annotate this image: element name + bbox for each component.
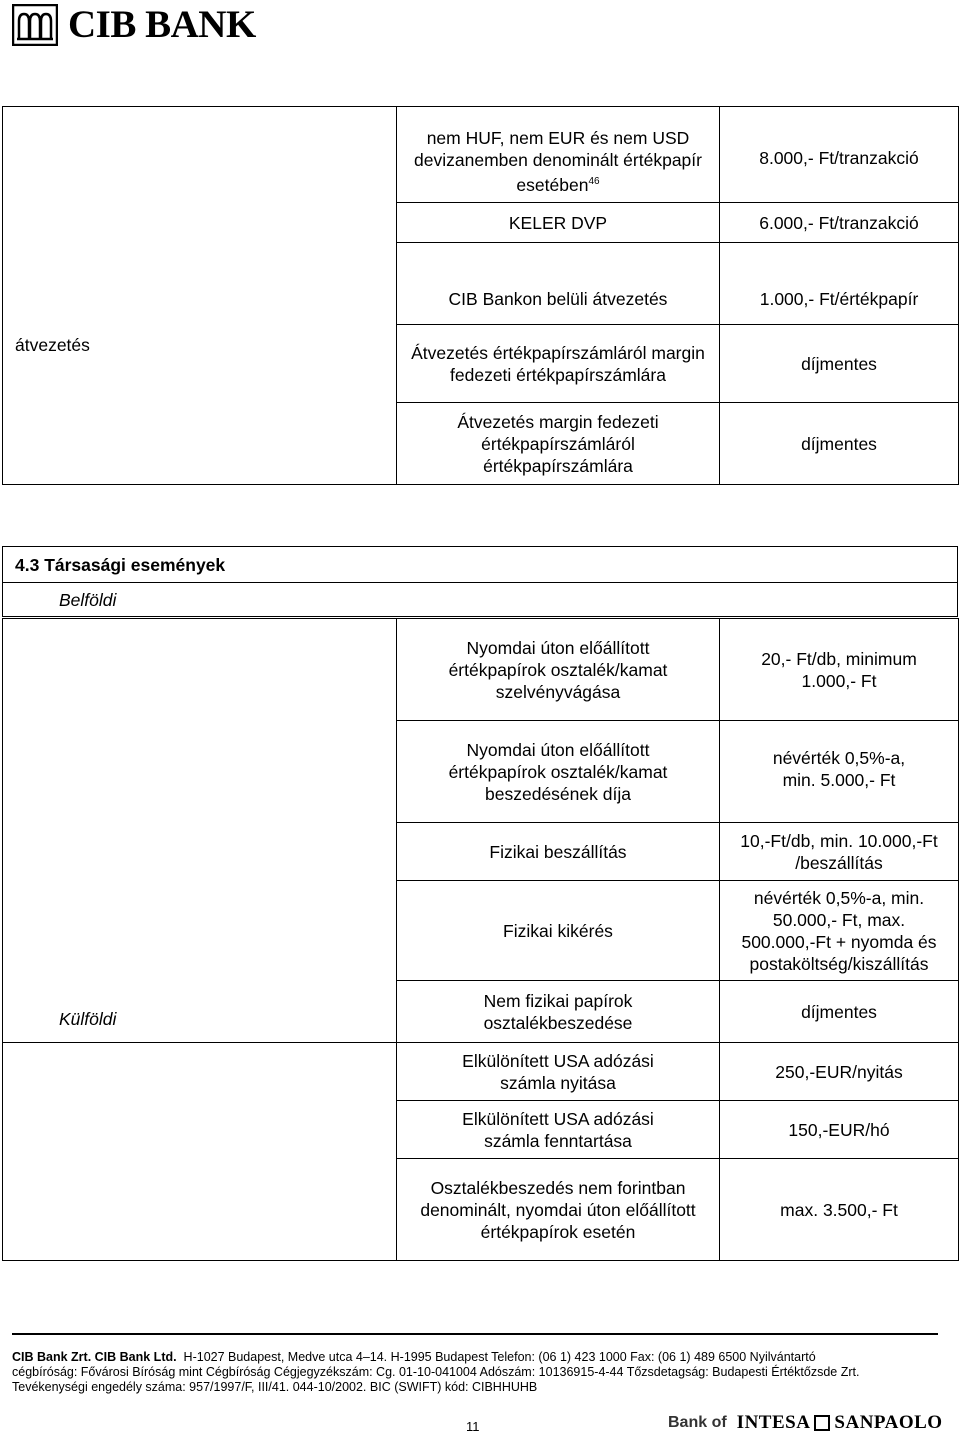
fee-description: Átvezetés értékpapírszámláról margin fedezeti értékpapírszámlára <box>397 325 720 403</box>
fee-amount: 10,-Ft/db, min. 10.000,-Ft /beszállítás <box>720 823 959 881</box>
partner-intesa: INTESA <box>736 1412 811 1433</box>
fee-description: CIB Bankon belüli átvezetés <box>397 243 720 325</box>
fee-description: Átvezetés margin fedezeti értékpapírszámláról értékpapírszámlára <box>397 403 720 485</box>
fee-amount: 20,- Ft/db, minimum 1.000,- Ft <box>720 619 959 721</box>
fee-amount: 150,-EUR/hó <box>720 1101 959 1159</box>
logo-text: CIB BANK <box>68 3 256 46</box>
footer-divider <box>12 1333 938 1335</box>
section-title-row <box>3 547 958 583</box>
section-header-table <box>2 546 958 617</box>
footer-line-1 <box>12 1349 816 1365</box>
footer-line-2: cégbíróság: Fővárosi Bíróság mint Cégbíróság Cégjegyzékszám: Cg. 01-10-041004 Adószám: 10136915-4-44 Tőzsdetagság: Budapesti Értéktőzsde Zrt. <box>12 1365 860 1379</box>
domestic-label: Belföldi <box>3 583 958 617</box>
fee-description: Fizikai kikérés <box>397 881 720 981</box>
section-title: 4.3 Társasági események <box>3 547 958 583</box>
table-row <box>3 1043 959 1101</box>
partner-square-icon <box>814 1415 830 1431</box>
table-row <box>3 107 959 203</box>
fee-amount: 6.000,- Ft/tranzakció <box>720 203 959 243</box>
foreign-label: Külföldi <box>3 619 397 1043</box>
partner-sanpaolo: SANPAOLO <box>834 1412 943 1433</box>
fee-amount: díjmentes <box>720 325 959 403</box>
fee-description: Elkülönített USA adózási számla nyitása <box>397 1043 720 1101</box>
partner-prefix: Bank of <box>668 1414 727 1431</box>
table-row <box>3 619 959 721</box>
fee-amount: max. 3.500,- Ft <box>720 1159 959 1261</box>
cib-bank-logo <box>12 4 256 46</box>
foreign-empty-cell <box>3 1043 397 1261</box>
fee-amount: 1.000,- Ft/értékpapír <box>720 243 959 325</box>
fee-amount: névérték 0,5%-a, min. 50.000,- Ft, max. 500.000,-Ft + nyomda és postaköltség/kiszállítás <box>720 881 959 981</box>
transfer-label: átvezetés <box>3 107 397 485</box>
footer-line-3: Tevékenységi engedély száma: 957/1997/F, III/41. 044-10/2002. BIC (SWIFT) kód: CIBHHUHB <box>12 1380 538 1394</box>
fee-description: Nem fizikai papírok osztalékbeszedése <box>397 981 720 1043</box>
transfer-fee-table <box>2 106 959 485</box>
fee-description: nem HUF, nem EUR és nem USD devizanemben denominált értékpapír esetében$^{46}$ <box>397 107 720 203</box>
fee-amount: 250,-EUR/nyitás <box>720 1043 959 1101</box>
intesa-sanpaolo-logo <box>668 1411 943 1435</box>
fee-amount: névérték 0,5%-a, min. 5.000,- Ft <box>720 721 959 823</box>
domestic-row <box>3 583 958 617</box>
fee-amount: 8.000,- Ft/tranzakció <box>720 107 959 203</box>
fee-description: KELER DVP <box>397 203 720 243</box>
fee-amount: díjmentes <box>720 981 959 1043</box>
footer-address: H-1027 Budapest, Medve utca 4–14. H-1995 Budapest Telefon: (06 1) 423 1000 Fax: (06 1) 489 6500 Nyilvántartó <box>183 1350 816 1364</box>
fee-amount: díjmentes <box>720 403 959 485</box>
fee-description: Elkülönített USA adózási számla fenntartása <box>397 1101 720 1159</box>
footer-company: CIB Bank Zrt. CIB Bank Ltd. <box>12 1350 177 1364</box>
bank-building-icon <box>12 4 58 46</box>
fee-description: Nyomdai úton előállított értékpapírok osztalék/kamat szelvényvágása <box>397 619 720 721</box>
corporate-events-table <box>2 618 959 1261</box>
fee-description: Nyomdai úton előállított értékpapírok osztalék/kamat beszedésének díja <box>397 721 720 823</box>
fee-description: Osztalékbeszedés nem forintban denominált, nyomdai úton előállított értékpapírok esetén <box>397 1159 720 1261</box>
fee-description: Fizikai beszállítás <box>397 823 720 881</box>
page-number: 11 <box>466 1419 480 1434</box>
